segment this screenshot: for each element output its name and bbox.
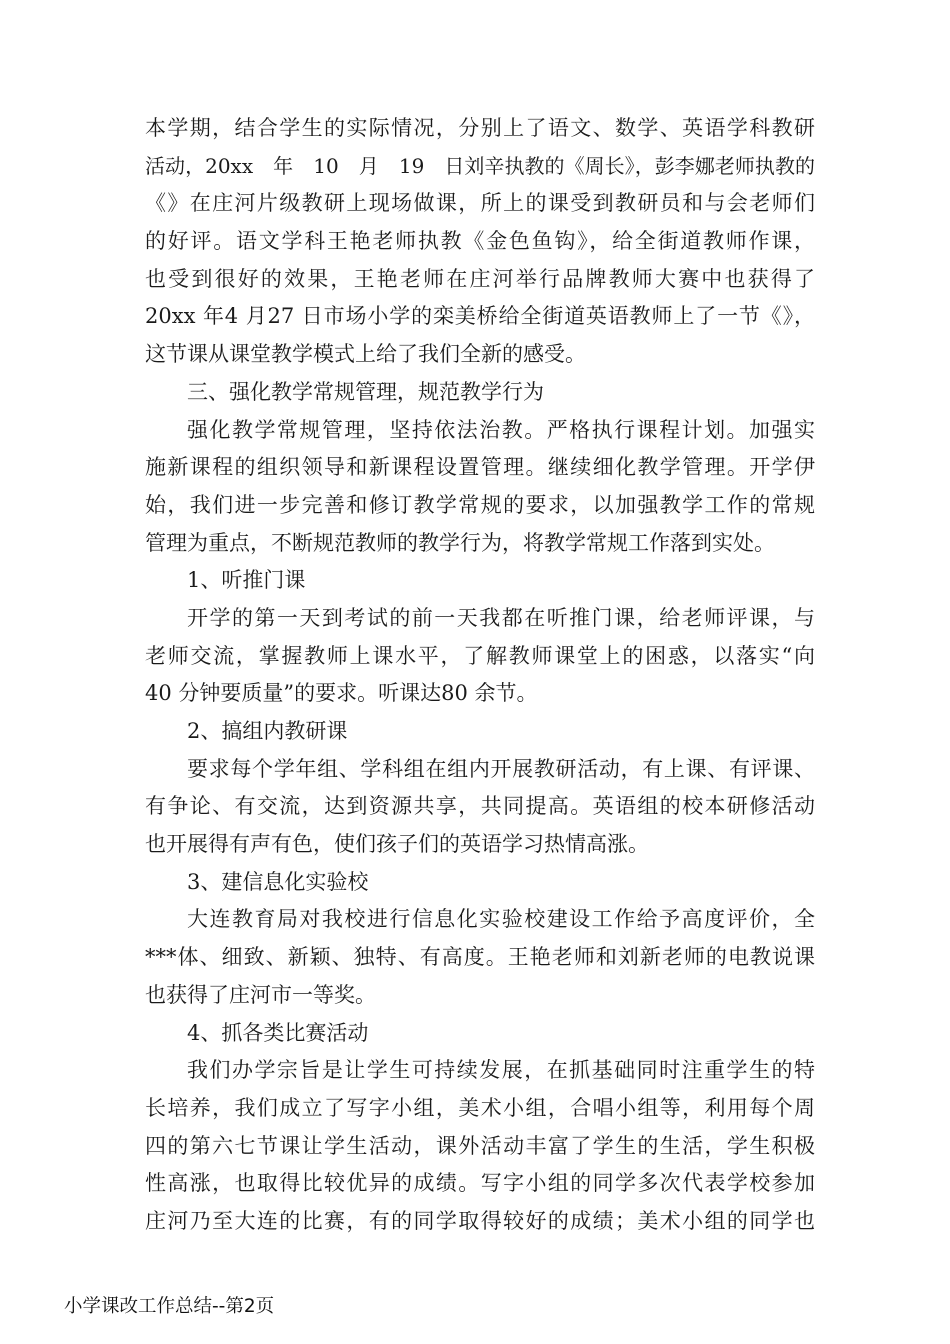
- text-line: 开学的第一天到考试的前一天我都在听推门课，给老师评课，与: [187, 605, 815, 630]
- text-line: 三、强化教学常规管理，规范教学行为: [187, 379, 544, 404]
- text-line: 也受到很好的效果，王艳老师在庄河举行品牌教师大赛中也获得了: [145, 266, 815, 291]
- text-line: 要求每个学年组、学科组在组内开展教研活动，有上课、有评课、: [187, 756, 815, 781]
- text-line: 4、抓各类比赛活动: [187, 1020, 369, 1045]
- text-line: 强化教学常规管理，坚持依法治教。严格执行课程计划。加强实: [187, 417, 815, 442]
- text-line: 施新课程的组织领导和新课程设置管理。继续细化教学管理。开学伊: [145, 455, 815, 480]
- text-line: 有争论、有交流，达到资源共享，共同提高。英语组的校本研修活动: [145, 794, 815, 819]
- text-line: 3、建信息化实验校: [187, 869, 369, 894]
- text-line: 1、听推门课: [187, 568, 306, 593]
- text-line: 我们办学宗旨是让学生可持续发展，在抓基础同时注重学生的特: [187, 1058, 815, 1083]
- text-line: 庄河乃至大连的比赛，有的同学取得较好的成绩；美术小组的同学也: [145, 1208, 815, 1233]
- text-line: ***体、细致、新颖、独特、有高度。王艳老师和刘新老师的电教说课: [145, 945, 815, 970]
- text-line: 管理为重点，不断规范教师的教学行为，将教学常规工作落到实处。: [145, 530, 775, 555]
- text-line: 四的第六七节课让学生活动，课外活动丰富了学生的生活，学生积极: [145, 1133, 815, 1158]
- text-line: 老师交流，掌握教师上课水平，了解教师课堂上的困惑，以落实“向: [145, 643, 815, 668]
- text-line: 这节课从课堂教学模式上给了我们全新的感受。: [145, 342, 586, 367]
- text-line: 始，我们进一步完善和修订教学常规的要求，以加强教学工作的常规: [145, 492, 815, 517]
- text-line: 性高涨，也取得比较优异的成绩。写字小组的同学多次代表学校参加: [145, 1171, 815, 1196]
- text-line: 也获得了庄河市一等奖。: [145, 982, 376, 1007]
- text-line: 的好评。语文学科王艳老师执教《金色鱼钩》，给全街道教师作课，: [145, 229, 815, 254]
- text-line: 40 分钟要质量”的要求。听课达80 余节。: [145, 681, 538, 706]
- text-line: 也开展得有声有色，使们孩子们的英语学习热情高涨。: [145, 832, 649, 857]
- text-line: 20xx 年4 月27 日市场小学的栾美桥给全街道英语教师上了一节《》，: [145, 304, 815, 329]
- text-line: 大连教育局对我校进行信息化实验校建设工作给予高度评价，全: [187, 907, 815, 932]
- text-line: 本学期，结合学生的实际情况，分别上了语文、数学、英语学科教研: [145, 116, 815, 140]
- document-body: [145, 110, 815, 1241]
- text-line: 长培养，我们成立了写字小组，美术小组，合唱小组等，利用每个周: [145, 1095, 815, 1120]
- text-line: 《》在庄河片级教研上现场做课，所上的课受到教研员和与会老师们: [145, 191, 815, 216]
- text-line: 2、搞组内教研课: [187, 719, 348, 743]
- text-line: 活动，20xx 年 10 月 19 日刘辛执教的《周长》，彭李娜老师执教的: [145, 153, 815, 178]
- page-footer: 小学课改工作总结--第2页: [64, 1296, 275, 1317]
